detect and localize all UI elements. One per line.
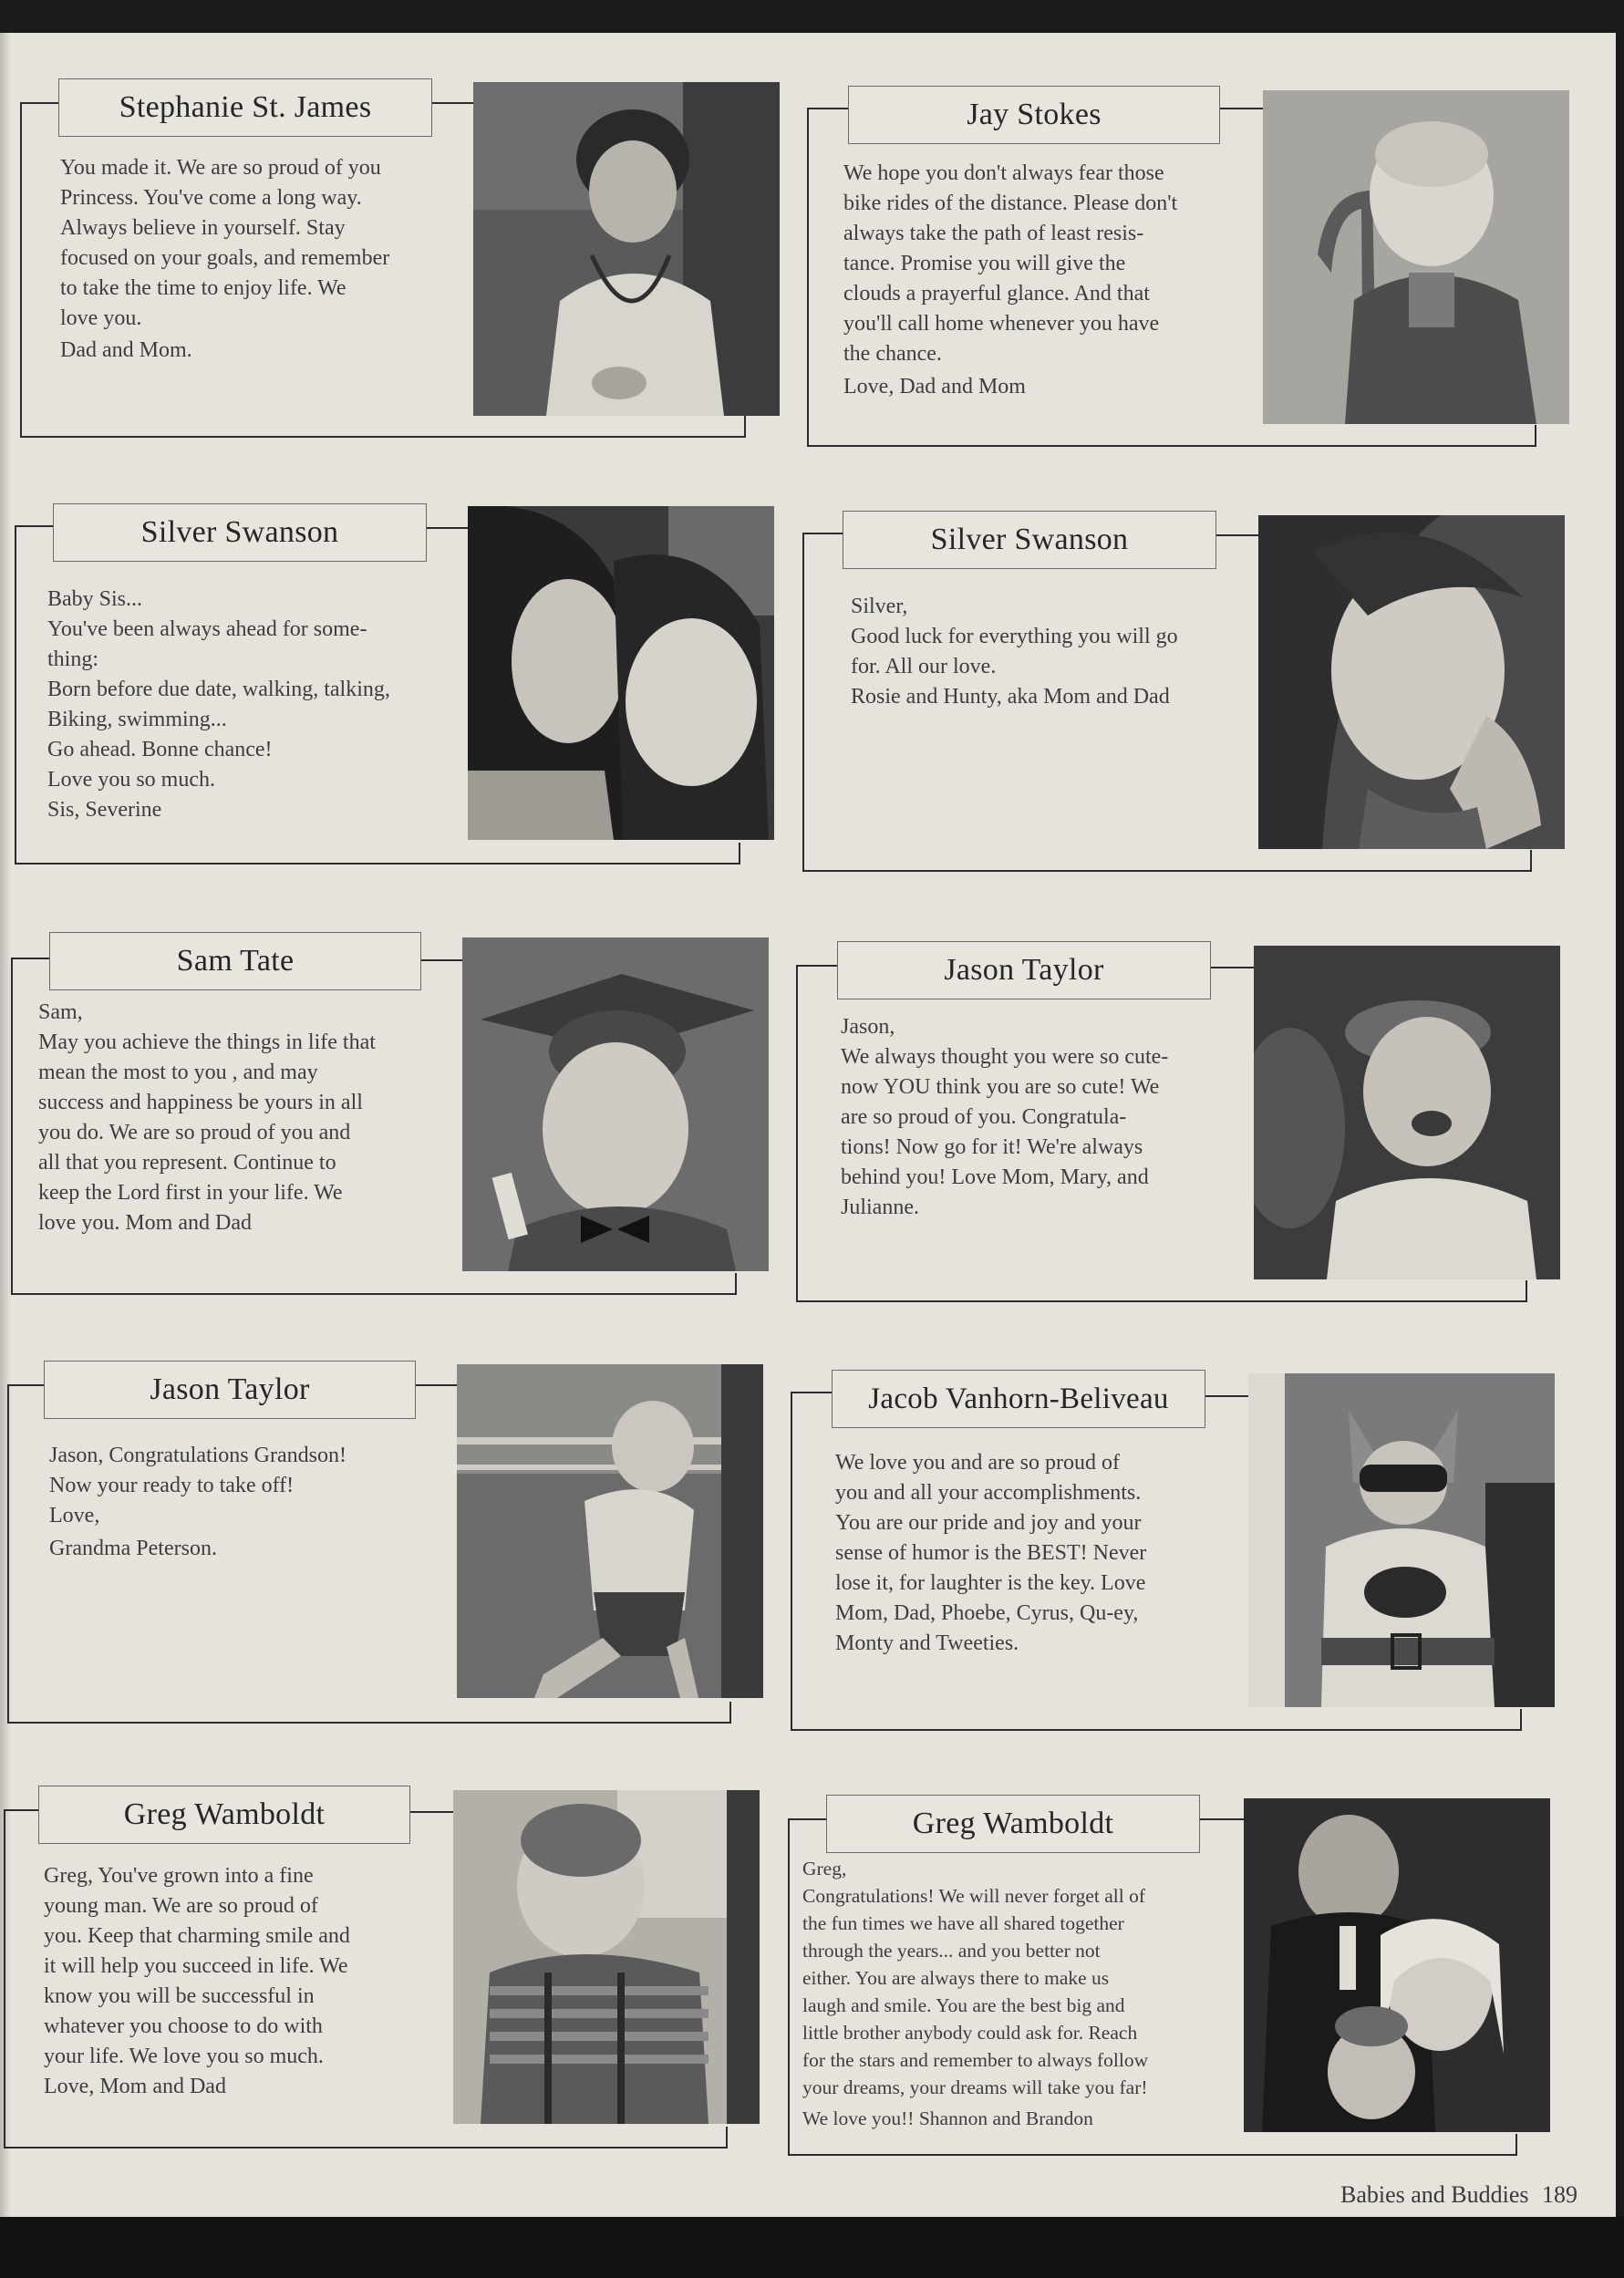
message-line: We always thought you were so cute- [841,1045,1169,1069]
frame-right-stub [1520,1709,1522,1731]
page-number: 189 [1542,2181,1578,2208]
ad-message [47,585,449,825]
message-line: Sam, [38,1000,83,1024]
message-line: love you. [60,306,142,330]
message-line: mean the most to you , and may [38,1061,318,1084]
frame-right-stub [735,1273,737,1295]
message-line: either. You are always there to make us [802,1967,1110,1989]
ad-name: Jason Taylor [837,941,1211,999]
frame-top-right [1219,108,1267,109]
ad-name: Jacob Vanhorn-Beliveau [832,1370,1205,1428]
message-line: May you achieve the things in life that [38,1030,376,1054]
ad-message [60,153,452,366]
message-line: your life. We love you so much. [44,2045,324,2068]
message-line: all that you represent. Continue to [38,1151,336,1175]
message-line: whatever you choose to do with [44,2014,323,2038]
message-line: laugh and smile. You are the best big and [802,1994,1125,2016]
message-line: You've been always ahead for some- [47,617,367,641]
frame-top-left [4,1809,40,1811]
message-line: through the years... and you better not [802,1940,1101,1962]
frame-right-stub [726,2127,728,2149]
ad-message [841,1012,1242,1223]
message-line: Mom, Dad, Phoebe, Cyrus, Qu-ey, [835,1601,1139,1625]
message-line: always take the path of least resis- [843,222,1144,245]
frame-top-left [11,958,51,959]
ad-photo [468,506,774,840]
ad-name: Jay Stokes [848,86,1220,144]
message-line: the fun times we have all shared together [802,1912,1124,1934]
message-line: Dad and Mom. [60,338,192,362]
message-line: Baby Sis... [47,587,143,611]
message-line: Princess. You've come a long way. [60,186,362,210]
message-line: now YOU think you are so cute! We [841,1075,1160,1099]
ad-name: Sam Tate [49,932,421,990]
ad-message [802,1855,1204,2132]
ad-photo [462,937,769,1271]
message-line: Congratulations! We will never forget all of [802,1885,1146,1907]
frame-top-right [1198,1818,1246,1820]
message-line: for. All our love. [851,655,997,678]
message-line: Silver, [851,595,908,618]
message-line: lose it, for laughter is the key. Love [835,1571,1146,1595]
bottom-scan-edge [0,2217,1624,2278]
frame-top-right [1205,1395,1252,1397]
message-line: clouds a prayerful glance. And that [843,282,1150,305]
ad-message [44,1861,445,2102]
message-line: you'll call home whenever you have [843,312,1160,336]
message-line: We love you and are so proud of [835,1451,1120,1475]
frame-right-stub [1515,2134,1517,2156]
message-line: you do. We are so proud of you and [38,1121,351,1144]
ad-message [835,1448,1236,1659]
ad-name: Greg Wamboldt [38,1786,410,1844]
message-line: love you. Mom and Dad [38,1211,252,1235]
message-line: We hope you don't always fear those [843,161,1164,185]
message-line: know you will be successful in [44,1984,315,2008]
ad-photo [453,1790,760,2124]
frame-top-right [410,1811,458,1813]
message-line: Sis, Severine [47,798,162,822]
ad-message [38,998,449,1238]
message-line: tance. Promise you will give the [843,252,1126,275]
message-line: tions! Now go for it! We're always [841,1135,1143,1159]
message-line: Rosie and Hunty, aka Mom and Dad [851,685,1170,709]
ad-name: Silver Swanson [53,503,427,562]
message-line: focused on your goals, and remember [60,246,390,270]
message-line: your dreams, your dreams will take you far! [802,2076,1148,2098]
frame-top-right [1215,534,1262,536]
ad-message [851,592,1252,712]
message-line: Biking, swimming... [47,708,227,731]
ad-message [843,159,1245,402]
message-line: Greg, [802,1858,847,1879]
ad-name: Jason Taylor [44,1361,416,1419]
frame-right-stub [739,843,740,865]
message-line: Love, [49,1504,100,1527]
message-line: Now your ready to take off! [49,1474,295,1497]
message-line: behind you! Love Mom, Mary, and [841,1165,1149,1189]
frame-top-left [802,533,844,534]
message-line: Love, Mom and Dad [44,2075,226,2098]
ad-photo [1248,1373,1555,1707]
message-line: Go ahead. Bonne chance! [47,738,273,761]
frame-right-stub [1526,1280,1527,1302]
frame-top-left [788,1818,828,1820]
message-line: Love you so much. [47,768,215,792]
page-footer [1340,2181,1577,2209]
message-line: bike rides of the distance. Please don't [843,192,1178,215]
ad-photo [457,1364,763,1698]
message-line: you and all your accomplishments. [835,1481,1142,1505]
message-line: We love you!! Shannon and Brandon [802,2107,1093,2129]
ad-photo [1258,515,1565,849]
message-line: thing: [47,647,99,671]
message-line: little brother anybody could ask for. Reach [802,2022,1138,2044]
message-line: Always believe in yourself. Stay [60,216,346,240]
message-line: Grandma Peterson. [49,1537,217,1560]
message-line: sense of humor is the BEST! Never [835,1541,1147,1565]
message-line: you. Keep that charming smile and [44,1924,350,1948]
frame-right-stub [744,416,746,438]
message-line: Good luck for everything you will go [851,625,1178,648]
message-line: Jason, Congratulations Grandson! [49,1444,347,1467]
frame-top-right [1210,967,1257,968]
message-line: are so proud of you. Congratula- [841,1105,1127,1129]
ad-photo [1254,946,1560,1279]
frame-right-stub [1535,425,1536,447]
message-line: Jason, [841,1015,895,1039]
ad-name: Greg Wamboldt [826,1795,1200,1853]
message-line: it will help you succeed in life. We [44,1954,348,1978]
frame-top-right [414,1384,461,1386]
message-line: keep the Lord first in your life. We [38,1181,343,1205]
ad-message [49,1441,450,1564]
frame-top-left [20,102,60,104]
frame-top-right [430,102,478,104]
message-line: You are our pride and joy and your [835,1511,1142,1535]
message-line: Julianne. [841,1196,919,1219]
frame-top-left [15,525,55,527]
ad-photo [1263,90,1569,424]
message-line: Greg, You've grown into a fine [44,1864,314,1888]
message-line: the chance. [843,342,942,366]
frame-top-left [7,1384,46,1386]
message-line: success and happiness be yours in all [38,1091,363,1114]
frame-top-left [807,108,849,109]
message-line: Born before due date, walking, talking, [47,678,390,701]
frame-top-right [425,527,472,529]
message-line: for the stars and remember to always follow [802,2049,1149,2071]
frame-right-stub [729,1702,731,1724]
message-line: young man. We are so proud of [44,1894,318,1918]
message-line: You made it. We are so proud of you [60,156,381,180]
ad-name: Stephanie St. James [58,78,432,137]
frame-top-left [791,1392,833,1393]
ad-photo [473,82,780,416]
frame-right-stub [1530,850,1532,872]
section-title: Babies and Buddies [1340,2181,1529,2208]
frame-top-left [796,965,838,967]
message-line: to take the time to enjoy life. We [60,276,347,300]
ad-photo [1244,1798,1550,2132]
ad-name: Silver Swanson [843,511,1216,569]
message-line: Love, Dad and Mom [843,375,1026,399]
message-line: Monty and Tweeties. [835,1631,1019,1655]
